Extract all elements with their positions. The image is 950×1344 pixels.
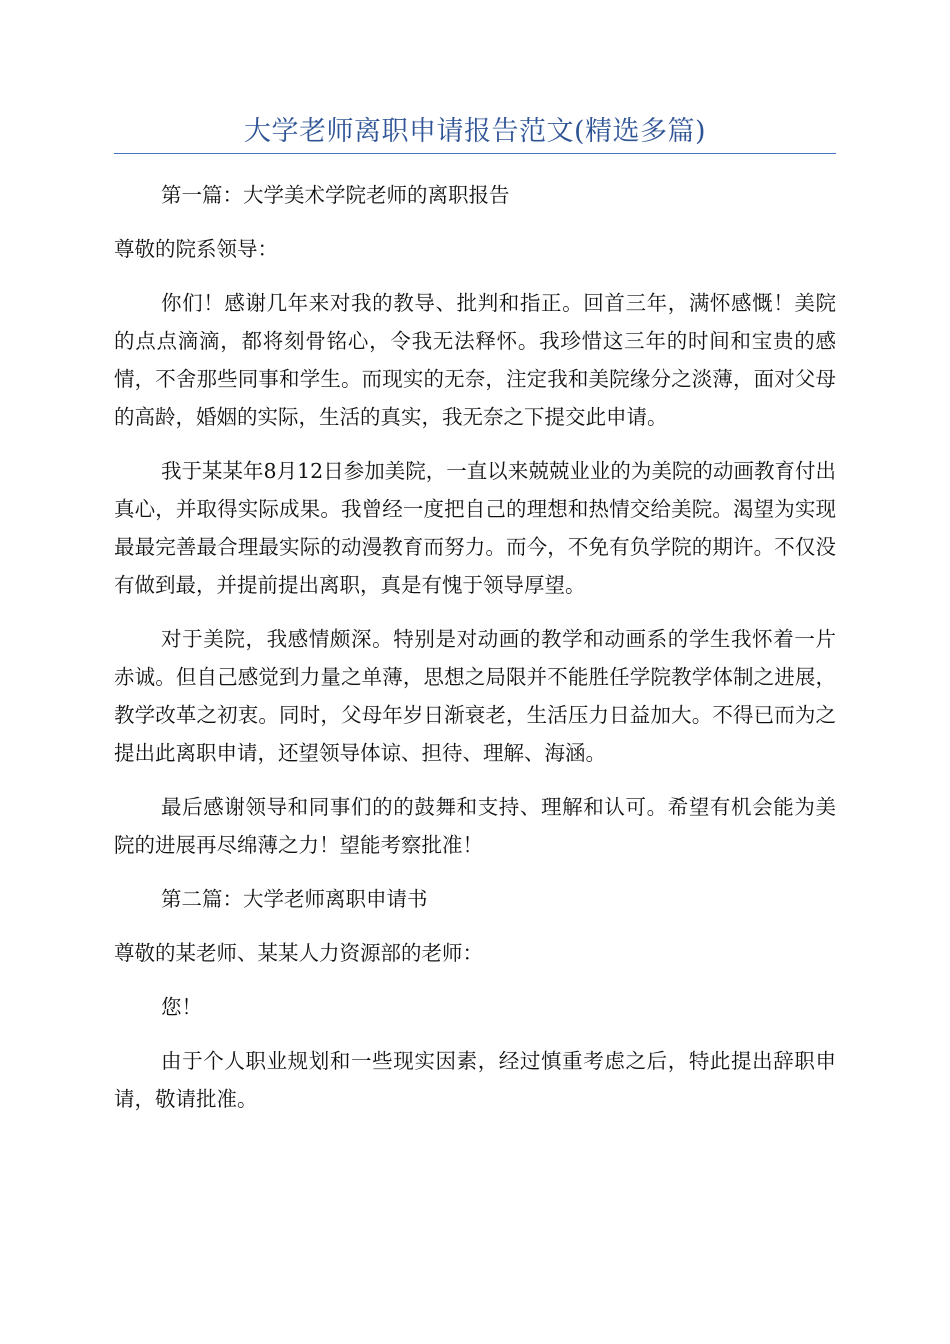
section-heading-2: 第二篇：大学老师离职申请书 xyxy=(161,887,428,911)
document-title: 大学老师离职申请报告范文(精选多篇) xyxy=(243,116,707,147)
paragraph-feelings: 对于美院，我感情颇深。特别是对动画的教学和动画系的学生我怀着一片赤诚。但自己感觉到力量之单薄，思想之局限并不能胜任学院教学体制之进展，教学改革之初衷。同时，父母年岁日渐衰老，生活压力日益加大。不得已而为之提出此离职申请，还望领导体谅、担待、理解、海涵。 xyxy=(114,627,836,765)
paragraph-resignation: 由于个人职业规划和一些现实因素，经过慎重考虑之后，特此提出辞职申请，敬请批准。 xyxy=(114,1049,836,1111)
document-body xyxy=(114,176,836,1134)
title-underline xyxy=(114,153,836,154)
greeting: 您！ xyxy=(161,995,202,1019)
salutation-1: 尊敬的院系领导： xyxy=(114,237,278,261)
paragraph-gratitude: 你们！感谢几年来对我的教导、批判和指正。回首三年，满怀感慨！美院的点点滴滴，都将刻骨铭心，令我无法释怀。我珍惜这三年的时间和宝贵的感情，不舍那些同事和学生。而现实的无奈，注定我和美院缘分之淡薄，面对父母的高龄，婚姻的实际，生活的真实，我无奈之下提交此申请。 xyxy=(114,291,836,429)
paragraph-closing: 最后感谢领导和同事们的的鼓舞和支持、理解和认可。希望有机会能为美院的进展再尽绵薄之力！望能考察批准！ xyxy=(114,795,836,857)
paragraph-history: 我于某某年8月12日参加美院，一直以来兢兢业业的为美院的动画教育付出真心，并取得实际成果。我曾经一度把自己的理想和热情交给美院。渴望为实现最最完善最合理最实际的动漫教育而努力。而今，不免有负学院的期许。不仅没有做到最，并提前提出离职，真是有愧于领导厚望。 xyxy=(114,459,836,597)
salutation-2: 尊敬的某老师、某某人力资源部的老师： xyxy=(114,941,483,965)
section-heading-1: 第一篇：大学美术学院老师的离职报告 xyxy=(161,183,510,207)
